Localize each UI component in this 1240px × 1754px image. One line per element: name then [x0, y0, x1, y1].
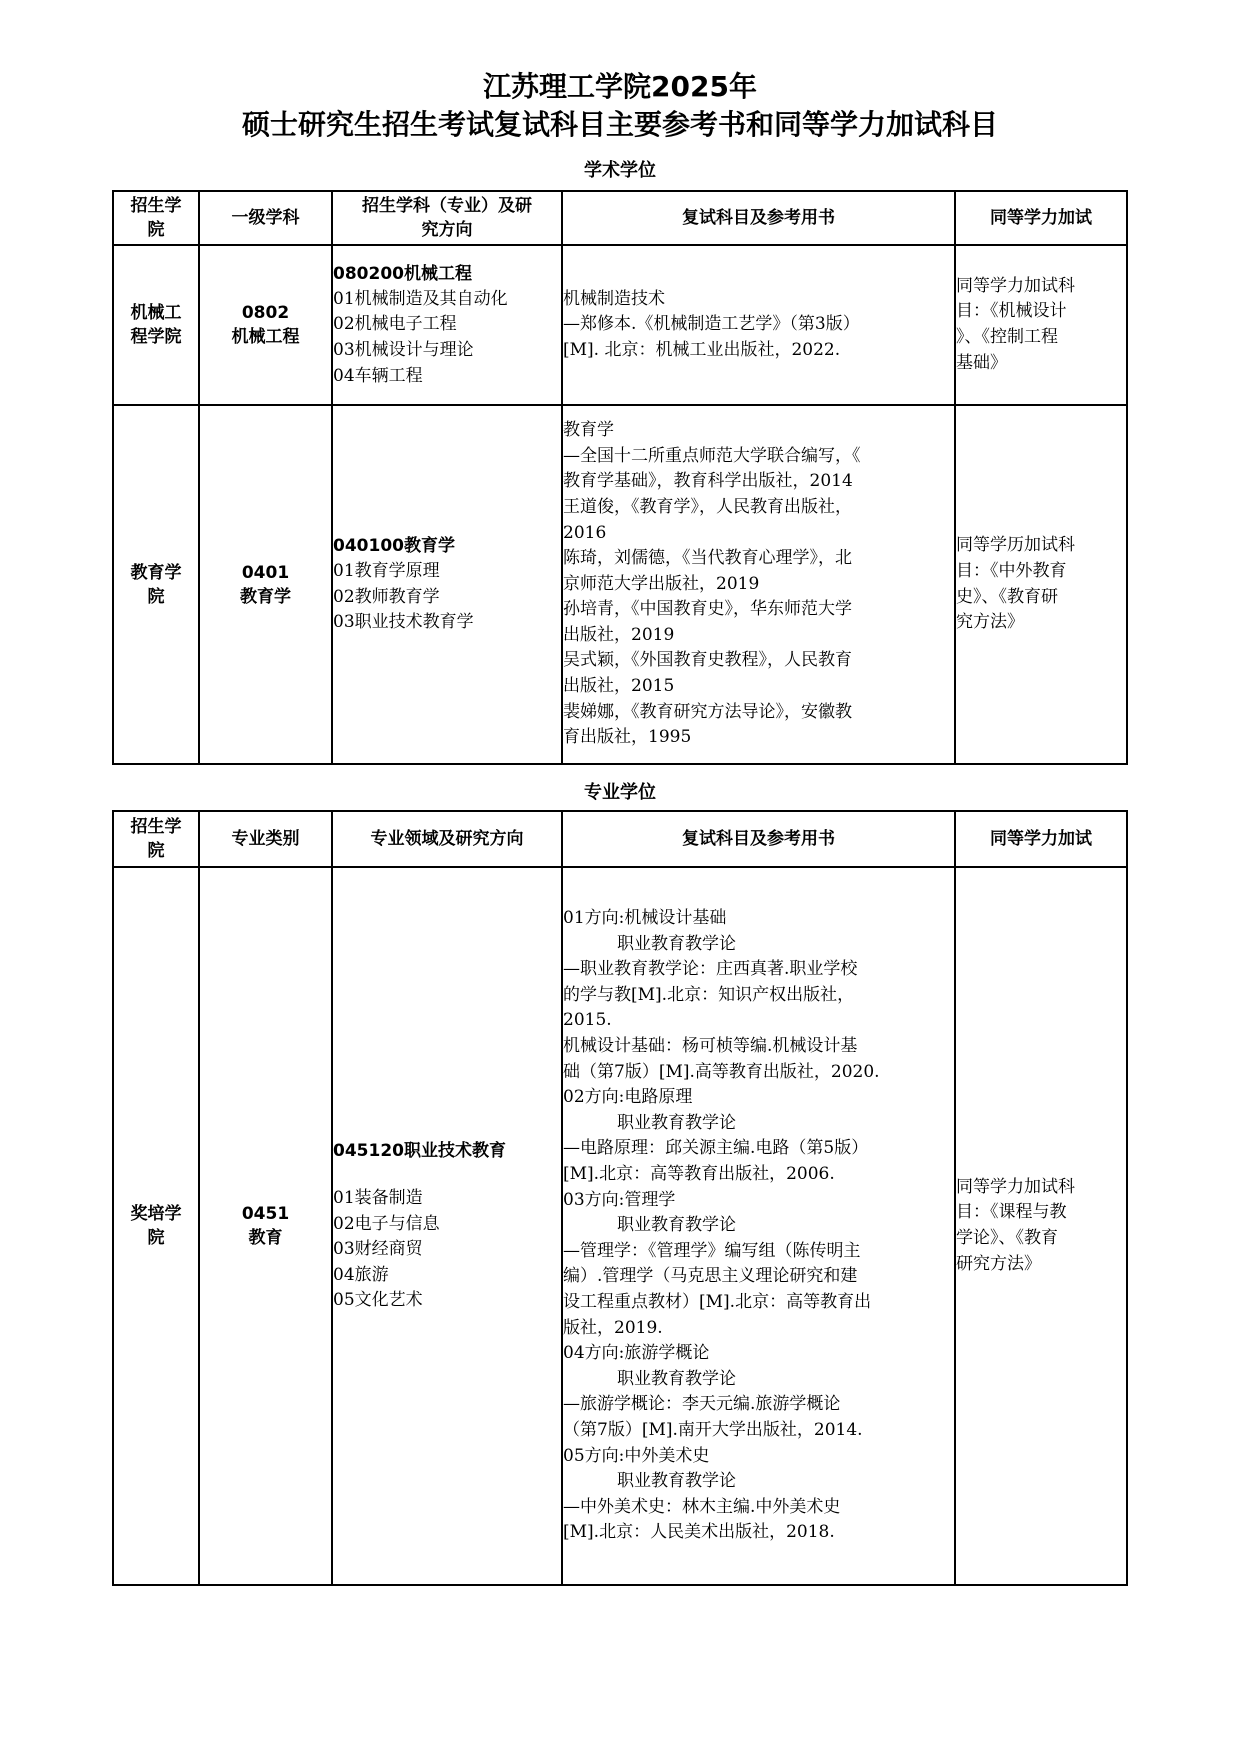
title-line-2: 硕士研究生招生考试复试科目主要参考书和同等学力加试科目: [241, 108, 998, 141]
books-cell: [562, 245, 955, 405]
equivalent-line: 目：《课程与教: [956, 1202, 1067, 1223]
book-line: 03方向:管理学: [563, 1189, 676, 1210]
header-books: 复试科目及参考用书: [562, 811, 955, 867]
academic-section-label: 学术学位: [584, 160, 656, 181]
academic-header-row: [113, 191, 1127, 245]
book-line: [M].北京：高等教育出版社，2006.: [563, 1164, 835, 1185]
direction-item: 03财经商贸: [333, 1239, 423, 1260]
equivalent-line: 究方法》: [956, 612, 1024, 633]
header-discipline: 一级学科: [199, 191, 332, 245]
direction-item: 02电子与信息: [333, 1213, 440, 1234]
book-line: 育出版社，1995: [563, 727, 692, 748]
book-line: 裴娣娜，《教育研究方法导论》，安徽教: [563, 701, 852, 722]
equivalent-line: 学论》、《教育: [956, 1228, 1058, 1248]
direction-item: 02机械电子工程: [333, 314, 457, 335]
table-row: [113, 245, 1127, 405]
book-line: 05方向:中外美术史: [563, 1445, 710, 1466]
equivalent-line: 研究方法》: [956, 1253, 1041, 1274]
college-cell: 教育学 院: [113, 405, 199, 764]
academic-table: [112, 190, 1128, 765]
book-line: 京师范大学出版社，2019: [563, 573, 760, 594]
header-field: 专业领域及研究方向: [332, 811, 562, 867]
program-title: 045120职业技术教育: [333, 1141, 506, 1162]
college-cell: 奖培学 院: [113, 867, 199, 1585]
book-line: 出版社，2015: [563, 676, 675, 697]
program-cell: [332, 245, 562, 405]
directions-list: [333, 287, 561, 389]
book-line: 孙培青，《中国教育史》，华东师范大学: [563, 599, 852, 620]
program-cell: [332, 867, 562, 1585]
equivalent-line: 同等学历加试科: [956, 535, 1075, 556]
book-line: —旅游学概论：李天元编.旅游学概论: [563, 1394, 841, 1415]
book-line: 的学与教[M].北京：知识产权出版社，: [563, 984, 855, 1005]
book-line: 机械设计基础：杨可桢等编.机械设计基: [563, 1036, 858, 1057]
equivalent-cell: [955, 245, 1127, 405]
book-line: 04方向:旅游学概论: [563, 1343, 710, 1364]
book-line: —职业教育教学论：庄西真著.职业学校: [563, 959, 858, 980]
book-line: 职业教育教学论: [563, 1112, 737, 1133]
direction-item: 01教育学原理: [333, 561, 440, 582]
table-row: [113, 867, 1127, 1585]
equivalent-line: 同等学力加试科: [956, 275, 1075, 296]
college-cell: 机械工 程学院: [113, 245, 199, 405]
book-line: 王道俊，《教育学》，人民教育出版社，: [563, 496, 852, 517]
equivalent-cell: [955, 867, 1127, 1585]
direction-item: 01机械制造及其自动化: [333, 288, 508, 309]
table-row: [113, 405, 1127, 764]
book-line: 02方向:电路原理: [563, 1087, 693, 1108]
book-line: 陈琦，刘儒德，《当代教育心理学》，北: [563, 548, 852, 569]
equivalent-line: 》、《控制工程: [956, 327, 1058, 347]
professional-section-label: 专业学位: [584, 782, 656, 803]
book-line: —郑修本.《机械制造工艺学》（第3版）: [563, 314, 860, 335]
program-cell: [332, 405, 562, 764]
header-equivalent: 同等学力加试: [955, 811, 1127, 867]
book-line: —全国十二所重点师范大学联合编写，《: [563, 445, 861, 466]
directions-list: [333, 559, 561, 636]
books-cell: [562, 867, 955, 1585]
book-line: 吴式颖，《外国教育史教程》，人民教育: [563, 650, 852, 671]
book-line: —电路原理：邱关源主编.电路（第5版）: [563, 1138, 869, 1159]
book-line: [M].北京：人民美术出版社，2018.: [563, 1522, 835, 1543]
professional-header-row: [113, 811, 1127, 867]
equivalent-line: 目：《中外教育: [956, 560, 1067, 581]
book-line: （第7版）[M].南开大学出版社，2014.: [563, 1419, 863, 1440]
header-category: 专业类别: [199, 811, 332, 867]
book-line: 职业教育教学论: [563, 933, 737, 954]
equivalent-line: 目：《机械设计: [956, 301, 1067, 322]
discipline-cell: 0802 机械工程: [199, 245, 332, 405]
book-line: 职业教育教学论: [563, 1215, 737, 1236]
book-line: 设工程重点教材）[M].北京：高等教育出: [563, 1291, 872, 1312]
direction-item: 04车辆工程: [333, 365, 423, 386]
book-line: 版社，2019.: [563, 1317, 663, 1338]
direction-item: 02教师教育学: [333, 586, 440, 607]
equivalent-cell: [955, 405, 1127, 764]
book-line: 教育学基础》，教育科学出版社，2014: [563, 471, 853, 492]
title-line-1: 江苏理工学院2025年: [483, 70, 757, 103]
book-line: 2016: [563, 522, 607, 543]
discipline-cell: 0401 教育学: [199, 405, 332, 764]
category-cell: 0451 教育: [199, 867, 332, 1585]
book-line: —管理学：《管理学》编写组（陈传明主: [563, 1240, 861, 1261]
document-title: [0, 68, 1240, 144]
book-line: 出版社，2019: [563, 624, 675, 645]
directions-list: [333, 1186, 561, 1314]
book-line: 2015.: [563, 1010, 612, 1031]
direction-item: 04旅游: [333, 1264, 389, 1285]
header-program: 招生学科（专业）及研 究方向: [332, 191, 562, 245]
direction-item: 05文化艺术: [333, 1290, 423, 1311]
equivalent-line: 同等学力加试科: [956, 1176, 1075, 1197]
header-equivalent: 同等学力加试: [955, 191, 1127, 245]
direction-item: 01装备制造: [333, 1188, 423, 1209]
book-line: —中外美术史：林木主编.中外美术史: [563, 1496, 841, 1517]
book-line: 编）.管理学（马克思主义理论研究和建: [563, 1266, 858, 1287]
equivalent-line: 史》、《教育研: [956, 586, 1058, 607]
book-line: [M]. 北京：机械工业出版社，2022.: [563, 339, 841, 360]
header-college: 招生学 院: [113, 191, 199, 245]
program-title: 080200机械工程: [333, 263, 472, 284]
book-line: 职业教育教学论: [563, 1471, 737, 1492]
book-line: 机械制造技术: [563, 288, 665, 309]
book-line: 01方向:机械设计基础: [563, 908, 727, 929]
direction-item: 03机械设计与理论: [333, 340, 474, 360]
header-college: 招生学 院: [113, 811, 199, 867]
direction-item: 03职业技术教育学: [333, 612, 474, 633]
book-line: 职业教育教学论: [563, 1368, 737, 1389]
book-line: 础（第7版）[M].高等教育出版社，2020.: [563, 1061, 880, 1082]
professional-table: [112, 810, 1128, 1586]
header-books: 复试科目及参考用书: [562, 191, 955, 245]
equivalent-line: 基础》: [956, 352, 1007, 373]
book-line: 教育学: [563, 420, 614, 441]
books-cell: [562, 405, 955, 764]
program-title: 040100教育学: [333, 536, 455, 557]
